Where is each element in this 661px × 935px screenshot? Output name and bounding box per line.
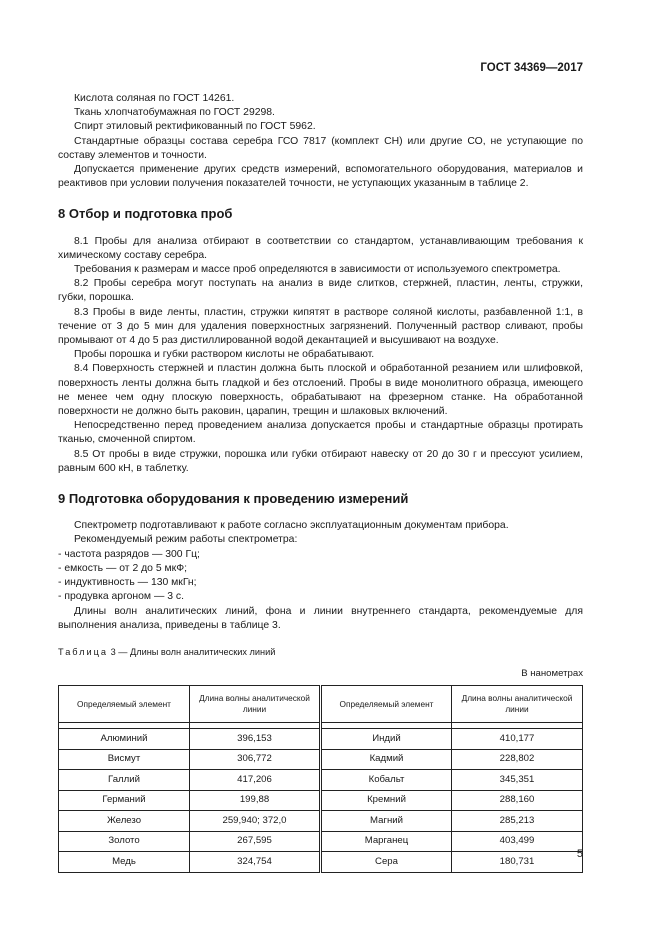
wavelength-cell: 259,940; 372,0 xyxy=(190,811,321,832)
section-8-paragraph: Пробы порошка и губки раствором кислоты не обрабатывают. xyxy=(74,349,375,361)
intro-line: Допускается применение других средств измерений, вспомогательного оборудования, материалов и реактивов при условии получения показателей точности, не уступающих указанным в таблице 2. xyxy=(58,164,583,190)
table-row xyxy=(59,790,583,811)
table-row xyxy=(59,729,583,750)
intro-line: Кислота соляная по ГОСТ 14261. xyxy=(74,93,235,104)
element-cell: Золото xyxy=(59,831,190,852)
document-code: ГОСТ 34369—2017 xyxy=(480,62,583,74)
element-cell: Германий xyxy=(59,790,190,811)
wavelength-cell: 306,772 xyxy=(190,749,321,770)
section-8-paragraph: 8.2 Пробы серебра могут поступать на анализ в виде слитков, стержней, пластин, ленты, стружки, губки, порошка. xyxy=(58,278,583,304)
element-cell: Сера xyxy=(321,852,452,873)
wavelength-cell: 199,88 xyxy=(190,790,321,811)
element-cell: Алюминий xyxy=(59,729,190,750)
element-cell: Железо xyxy=(59,811,190,832)
header-element: Определяемый элемент xyxy=(59,686,190,723)
table-units: В нанометрах xyxy=(521,668,583,680)
table-row xyxy=(59,852,583,873)
wavelength-cell: 345,351 xyxy=(452,770,583,791)
section-8-paragraph: 8.4 Поверхность стержней и пластин должна быть плоской и обработанной резанием или шлифовкой, поверхность ленты должна быть гладкой и без отслоений. Пробы в виде монолитного образца, имеющего не менее чем одну плоскую поверхность, обрабатывают на фрезерном станке. На обработанной поверхности не должно быть раковин, царапин, трещин и шлаковых включений. xyxy=(58,363,583,418)
section-9-paragraph: Рекомендуемый режим работы спектрометра: xyxy=(74,534,298,546)
wavelength-cell: 288,160 xyxy=(452,790,583,811)
table-row xyxy=(59,749,583,770)
table-caption-text: 3 — Длины волн аналитических линий xyxy=(108,646,276,657)
section-8-paragraph: 8.1 Пробы для анализа отбирают в соответствии со стандартом, устанавливающим требования к химическому составу серебра. xyxy=(58,235,583,261)
section-8-paragraph: 8.5 От пробы в виде стружки, порошка или губки отбирают навеску от 20 до 30 г и прессуют усилием, равным 600 кН, в таблетку. xyxy=(58,448,583,474)
element-cell: Магний xyxy=(321,811,452,832)
table-caption xyxy=(58,645,583,659)
mode-list-item: - индуктивность — 130 мкГн; xyxy=(58,577,197,589)
mode-list-item: - продувка аргоном — 3 с. xyxy=(58,591,184,603)
wavelength-cell: 228,802 xyxy=(452,749,583,770)
element-cell: Медь xyxy=(59,852,190,873)
page-content xyxy=(58,92,583,873)
wavelength-cell: 324,754 xyxy=(190,852,321,873)
section-9-paragraph: Спектрометр подготавливают к работе согласно эксплуатационным документам прибора. xyxy=(74,520,509,532)
wavelength-cell: 396,153 xyxy=(190,729,321,750)
wavelength-cell: 285,213 xyxy=(452,811,583,832)
element-cell: Кремний xyxy=(321,790,452,811)
table-caption-word: Таблица xyxy=(58,646,109,657)
section-9-title: 9 Подготовка оборудования к проведению измерений xyxy=(58,491,409,507)
wavelength-cell: 403,499 xyxy=(452,831,583,852)
header-wavelength: Длина волны аналитической линии xyxy=(452,686,583,723)
header-wavelength: Длина волны аналитической линии xyxy=(190,686,321,723)
element-cell: Кобальт xyxy=(321,770,452,791)
wavelength-table xyxy=(58,685,583,873)
table-row xyxy=(59,770,583,791)
section-8-paragraph: 8.3 Пробы в виде ленты, пластин, стружки кипятят в растворе соляной кислоты, разбавленной 1:1, в течение от 3 до 5 мин для удаления поверхностных загрязнений. Полученный раствор сливают, пробы промывают от 4 до 5 раз дистиллированной водой декантацией и высушивают на воздухе. xyxy=(58,306,583,347)
section-8-paragraph: Непосредственно перед проведением анализа допускается пробы и стандартные образцы протирать тканью, смоченной спиртом. xyxy=(58,420,583,446)
table-header-row xyxy=(59,686,583,723)
element-cell: Галлий xyxy=(59,770,190,791)
wavelength-cell: 417,206 xyxy=(190,770,321,791)
element-cell: Кадмий xyxy=(321,749,452,770)
intro-line: Спирт этиловый ректификованный по ГОСТ 5962. xyxy=(74,121,316,133)
section-8-paragraph: Требования к размерам и массе проб определяются в зависимости от используемого спектрометра. xyxy=(74,264,561,276)
element-cell: Марганец xyxy=(321,831,452,852)
section-8-title: 8 Отбор и подготовка проб xyxy=(58,206,233,222)
page-number: 5 xyxy=(576,848,583,860)
intro-line: Стандартные образцы состава серебра ГСО 7817 (комплект СН) или другие СО, не уступающие по составу элементов и точности. xyxy=(58,135,583,161)
mode-list-item: - емкость — от 2 до 5 мкФ; xyxy=(58,562,187,574)
wavelength-cell: 267,595 xyxy=(190,831,321,852)
wavelength-cell: 180,731 xyxy=(452,852,583,873)
mode-list-item: - частота разрядов — 300 Гц; xyxy=(58,548,200,560)
table-row xyxy=(59,811,583,832)
element-cell: Висмут xyxy=(59,749,190,770)
wavelength-cell: 410,177 xyxy=(452,729,583,750)
intro-line: Ткань хлопчатобумажная по ГОСТ 29298. xyxy=(74,107,275,119)
section-9-closing: Длины волн аналитических линий, фона и линии внутреннего стандарта, рекомендуемые для выполнения анализа, приведены в таблице 3. xyxy=(58,605,583,631)
table-row xyxy=(59,831,583,852)
header-element: Определяемый элемент xyxy=(321,686,452,723)
element-cell: Индий xyxy=(321,729,452,750)
